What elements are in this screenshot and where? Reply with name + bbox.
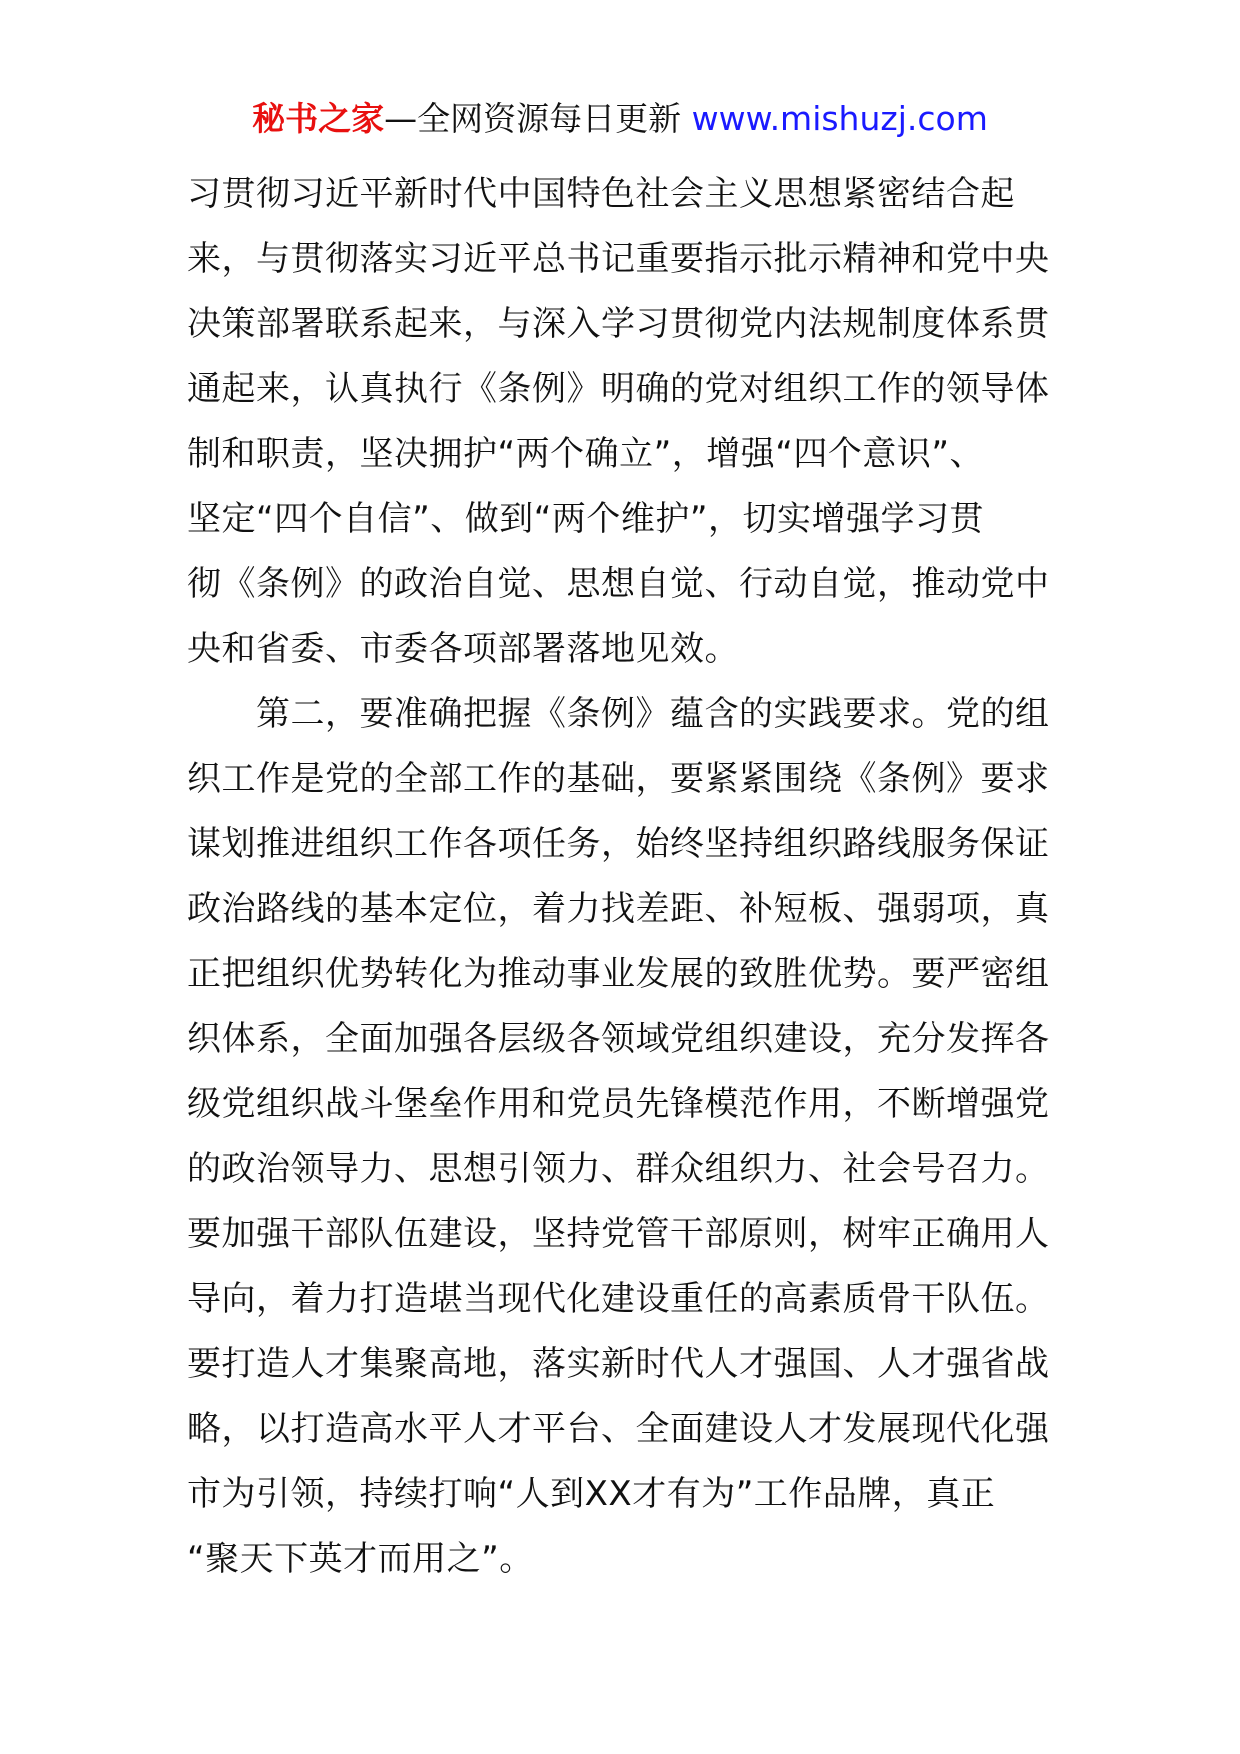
text-line: 的政治领导力、思想引领力、群众组织力、社会号召力。 xyxy=(187,1149,1050,1189)
text-line: 织体系，全面加强各层级各领域党组织建设，充分发挥各 xyxy=(187,1019,1050,1059)
text-line: 略，以打造高水平人才平台、全面建设人才发展现代化强 xyxy=(187,1409,1050,1449)
text-line: 制和职责，坚决拥护“两个确立”，增强“四个意识”、 xyxy=(187,434,984,474)
text-line: 导向，着力打造堪当现代化建设重任的高素质骨干队伍。 xyxy=(187,1279,1050,1319)
text-line: 通起来，认真执行《条例》明确的党对组织工作的领导体 xyxy=(187,369,1050,409)
text-line: 彻《条例》的政治自觉、思想自觉、行动自觉，推动党中 xyxy=(187,564,1050,604)
text-line: 央和省委、市委各项部署落地见效。 xyxy=(187,629,739,669)
text-line: 谋划推进组织工作各项任务，始终坚持组织路线服务保证 xyxy=(187,824,1050,864)
document-body xyxy=(187,162,1057,1592)
paragraph-1 xyxy=(187,162,1057,682)
text-line: 市为引领，持续打响“人到XX才有为”工作品牌，真正 xyxy=(187,1474,996,1514)
text-line: 正把组织优势转化为推动事业发展的致胜优势。要严密组 xyxy=(187,954,1050,994)
text-line: 政治路线的基本定位，着力找差距、补短板、强弱项，真 xyxy=(187,889,1050,929)
text-line: 要打造人才集聚高地，落实新时代人才强国、人才强省战 xyxy=(187,1344,1050,1384)
site-url-link[interactable]: www.mishuzj.com xyxy=(691,99,988,138)
site-brand-name: 秘书之家 xyxy=(252,99,385,138)
site-tagline: —全网资源每日更新 xyxy=(384,99,692,138)
text-line: “聚天下英才而用之”。 xyxy=(187,1539,534,1579)
text-line: 要加强干部队伍建设，坚持党管干部原则，树牢正确用人 xyxy=(187,1214,1050,1254)
text-line: 坚定“四个自信”、做到“两个维护”，切实增强学习贯 xyxy=(187,499,984,539)
text-line: 决策部署联系起来，与深入学习贯彻党内法规制度体系贯 xyxy=(187,304,1050,344)
text-line: 级党组织战斗堡垒作用和党员先锋模范作用，不断增强党 xyxy=(187,1084,1050,1124)
site-header xyxy=(0,97,1240,141)
paragraph-2 xyxy=(187,682,1057,1592)
text-line: 习贯彻习近平新时代中国特色社会主义思想紧密结合起 xyxy=(187,174,1015,214)
text-line: 织工作是党的全部工作的基础，要紧紧围绕《条例》要求 xyxy=(187,759,1050,799)
text-line: 第二，要准确把握《条例》蕴含的实践要求。党的组 xyxy=(187,694,1050,734)
text-line: 来，与贯彻落实习近平总书记重要指示批示精神和党中央 xyxy=(187,239,1050,279)
